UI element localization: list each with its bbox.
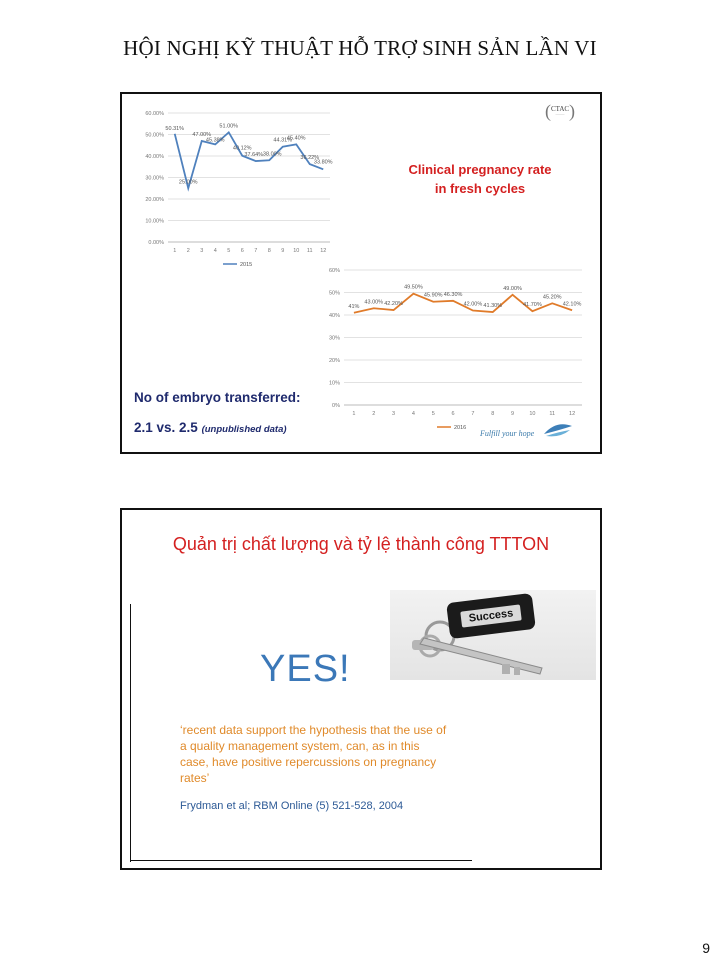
key-tag-label: Success xyxy=(460,604,522,627)
x-tick-label: 2 xyxy=(186,248,190,254)
chart-heading-line-1: Clinical pregnancy rate xyxy=(408,162,552,177)
ctac-logo-text: CTAC xyxy=(550,105,570,113)
data-label: 45.90% xyxy=(423,292,443,299)
data-label: 33.80% xyxy=(313,159,333,166)
success-key-photo xyxy=(390,590,596,680)
x-tick-label: 4 xyxy=(411,411,415,417)
data-label: 38.00% xyxy=(262,151,282,158)
y-tick-label: 30.00% xyxy=(145,175,164,182)
quote-text: ‘recent data support the hypothesis that the use of a quality management system, can, as in this case, have positive repercussions on pregnancy rates’ xyxy=(180,723,447,785)
data-label: 25.00% xyxy=(178,179,198,186)
x-tick-label: 1 xyxy=(352,411,356,417)
data-label: 41.30% xyxy=(483,303,503,310)
data-label: 36.22% xyxy=(300,155,320,162)
x-tick-label: 7 xyxy=(254,248,258,254)
x-tick-label: 6 xyxy=(240,248,244,254)
citation: Frydman et al; RBM Online (5) 521-528, 2004 xyxy=(180,800,404,812)
x-tick-label: 8 xyxy=(267,248,271,254)
x-tick-label: 11 xyxy=(549,411,556,417)
data-label: 43.00% xyxy=(364,299,384,306)
x-tick-label: 7 xyxy=(471,411,475,417)
embryo-transferred-values xyxy=(134,420,287,435)
y-tick-label: 40.00% xyxy=(145,154,164,160)
chart-heading-line-2: in fresh cycles xyxy=(434,181,526,196)
legend-label: 2015 xyxy=(240,262,253,268)
tagline: Fulfill your hope xyxy=(480,429,535,438)
x-tick-label: 9 xyxy=(511,411,515,417)
data-label: 51.00% xyxy=(219,123,239,130)
leaf-logo-icon xyxy=(542,420,574,438)
y-tick-label: 10.00% xyxy=(145,218,164,225)
x-tick-label: 10 xyxy=(529,411,536,417)
slide-clinical-pregnancy-rate xyxy=(120,92,602,454)
x-tick-label: 11 xyxy=(306,248,313,254)
data-label: 44.31% xyxy=(273,137,293,144)
x-tick-label: 10 xyxy=(293,248,300,254)
x-tick-label: 1 xyxy=(173,248,177,254)
data-label: 45.40% xyxy=(286,135,306,142)
y-tick-label: 30% xyxy=(328,335,340,342)
x-tick-label: 12 xyxy=(320,248,327,254)
y-tick-label: 20.00% xyxy=(145,197,164,203)
data-label: 42.10% xyxy=(562,301,582,308)
x-tick-label: 9 xyxy=(281,248,285,254)
data-label: 40.12% xyxy=(232,145,252,152)
ctac-logo: ( CTAC ——— ) xyxy=(544,101,576,121)
y-tick-label: 0.00% xyxy=(148,240,164,246)
y-tick-label: 50.00% xyxy=(145,132,164,139)
data-label: 42.20% xyxy=(384,301,403,308)
data-label: 46.30% xyxy=(443,291,463,298)
y-tick-label: 10% xyxy=(328,380,340,387)
x-tick-label: 3 xyxy=(200,248,204,254)
legend-label: 2016 xyxy=(454,425,467,431)
x-tick-label: 4 xyxy=(213,248,217,254)
embryo-values-text: 2.1 vs. 2.5 xyxy=(134,420,198,435)
y-tick-label: 20% xyxy=(328,358,340,364)
data-label: 45.20% xyxy=(542,294,562,301)
horizontal-axis-line xyxy=(130,860,472,861)
y-tick-label: 60% xyxy=(328,268,340,274)
embryo-transferred-label: No of embryo transferred: xyxy=(134,390,301,405)
slide-title: Quản trị chất lượng và tỷ lệ thành công TTTON xyxy=(172,534,550,554)
document-header-title: HỘI NGHỊ KỸ THUẬT HỖ TRỢ SINH SẢN LẦN VI xyxy=(123,36,597,60)
page-number: 9 xyxy=(702,940,710,956)
x-tick-label: 12 xyxy=(569,411,576,417)
x-tick-label: 6 xyxy=(451,411,455,417)
x-tick-label: 8 xyxy=(491,411,495,417)
data-label: 50.31% xyxy=(165,125,185,132)
x-tick-label: 3 xyxy=(392,411,396,417)
y-tick-label: 60.00% xyxy=(145,111,164,117)
data-label: 49.50% xyxy=(404,284,423,291)
data-label: 47.00% xyxy=(192,131,212,138)
y-tick-label: 40% xyxy=(328,313,340,319)
x-tick-label: 5 xyxy=(431,411,435,417)
yes-heading: YES! xyxy=(260,648,351,690)
y-tick-label: 0% xyxy=(332,403,340,409)
vertical-axis-line xyxy=(130,604,131,862)
data-label: 41.70% xyxy=(523,302,542,309)
y-tick-label: 50% xyxy=(328,290,340,297)
data-label: 41% xyxy=(348,303,360,310)
chart-heading xyxy=(390,160,570,198)
x-tick-label: 2 xyxy=(372,411,376,417)
data-label: 37.64% xyxy=(244,152,264,159)
x-tick-label: 5 xyxy=(227,248,231,254)
slide-quality-management xyxy=(120,508,602,870)
unpublished-data-note: (unpublished data) xyxy=(201,424,287,435)
data-label: 45.38% xyxy=(205,137,225,144)
data-label: 49.00% xyxy=(503,285,522,292)
data-label: 42.00% xyxy=(463,301,483,308)
